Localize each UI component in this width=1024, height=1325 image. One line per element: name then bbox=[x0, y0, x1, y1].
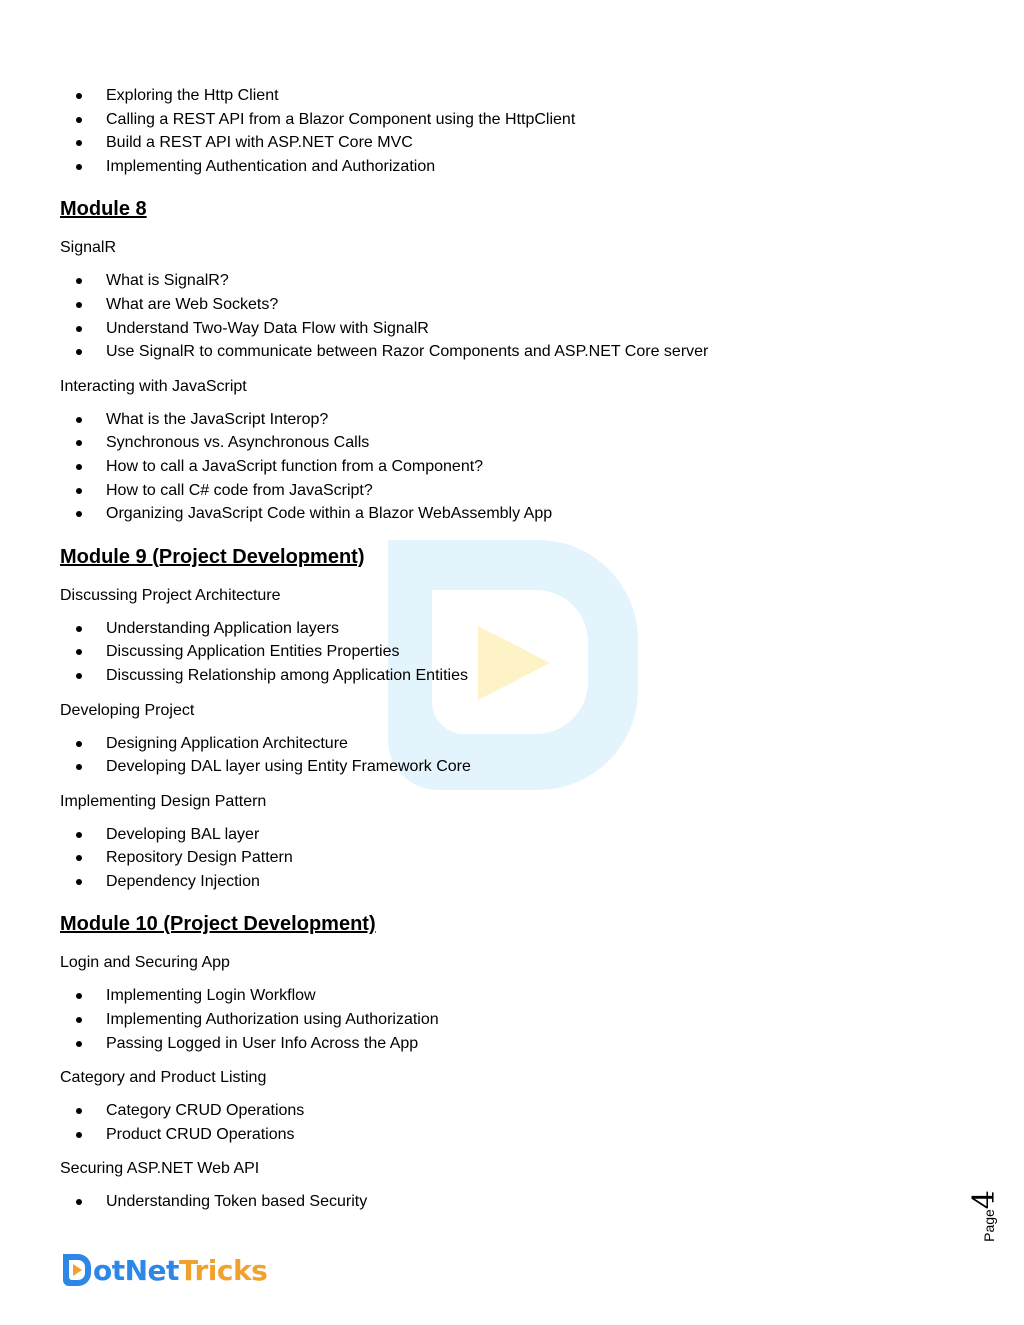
list-item: Synchronous vs. Asynchronous Calls bbox=[60, 431, 940, 455]
section-heading: Login and Securing App bbox=[60, 954, 230, 972]
page-number bbox=[967, 1191, 1024, 1241]
document-content bbox=[60, 84, 940, 1214]
topic-list bbox=[60, 84, 940, 178]
list-item: Calling a REST API from a Blazor Component using the HttpClient bbox=[60, 108, 940, 132]
list-item: What is SignalR? bbox=[60, 269, 940, 293]
page-number-value: 4 bbox=[967, 1190, 1002, 1210]
module-title: Module 8 bbox=[60, 198, 147, 221]
section-heading: Interacting with JavaScript bbox=[60, 377, 247, 395]
list-item: Implementing Login Workflow bbox=[60, 984, 940, 1008]
logo-text bbox=[93, 1254, 267, 1287]
list-item: Product CRUD Operations bbox=[60, 1123, 940, 1147]
list-item: Repository Design Pattern bbox=[60, 846, 940, 870]
section-heading: Developing Project bbox=[60, 701, 195, 719]
topic-list bbox=[60, 1190, 940, 1214]
topic-list bbox=[60, 984, 940, 1055]
dotnettricks-logo bbox=[61, 1252, 267, 1288]
list-item: Use SignalR to communicate between Razor Components and ASP.NET Core server bbox=[60, 340, 940, 364]
list-item: Understanding Application layers bbox=[60, 617, 940, 641]
list-item: Understanding Token based Security bbox=[60, 1190, 940, 1214]
list-item: Build a REST API with ASP.NET Core MVC bbox=[60, 131, 940, 155]
section-heading: SignalR bbox=[60, 239, 117, 257]
section-heading: Securing ASP.NET Web API bbox=[60, 1160, 260, 1178]
list-item: How to call C# code from JavaScript? bbox=[60, 479, 940, 503]
section-heading: Implementing Design Pattern bbox=[60, 792, 267, 810]
logo-d-play-icon bbox=[61, 1253, 91, 1287]
section-heading: Category and Product Listing bbox=[60, 1069, 267, 1087]
list-item: Dependency Injection bbox=[60, 870, 940, 894]
page-label: Page bbox=[981, 1209, 997, 1242]
list-item: How to call a JavaScript function from a Component? bbox=[60, 455, 940, 479]
list-item: Discussing Relationship among Application Entities bbox=[60, 664, 940, 688]
section-heading: Discussing Project Architecture bbox=[60, 586, 281, 604]
topic-list bbox=[60, 1099, 940, 1146]
list-item: What are Web Sockets? bbox=[60, 293, 940, 317]
list-item: Discussing Application Entities Properties bbox=[60, 640, 940, 664]
topic-list bbox=[60, 269, 940, 363]
list-item: Understand Two-Way Data Flow with SignalR bbox=[60, 317, 940, 341]
list-item: Implementing Authentication and Authorization bbox=[60, 155, 940, 179]
logo-text-tricks: Tricks bbox=[178, 1253, 268, 1287]
list-item: Category CRUD Operations bbox=[60, 1099, 940, 1123]
list-item: Exploring the Http Client bbox=[60, 84, 940, 108]
list-item: Developing BAL layer bbox=[60, 823, 940, 847]
topic-list bbox=[60, 617, 940, 688]
module-title: Module 10 (Project Development) bbox=[60, 913, 376, 936]
topic-list bbox=[60, 823, 940, 894]
module-title: Module 9 (Project Development) bbox=[60, 545, 365, 568]
logo-text-dotnet: otNet bbox=[93, 1253, 179, 1287]
list-item: Implementing Authorization using Authorization bbox=[60, 1008, 940, 1032]
list-item: Designing Application Architecture bbox=[60, 732, 940, 756]
list-item: Developing DAL layer using Entity Framework Core bbox=[60, 755, 940, 779]
topic-list bbox=[60, 732, 940, 779]
list-item: Passing Logged in User Info Across the App bbox=[60, 1032, 940, 1056]
list-item: What is the JavaScript Interop? bbox=[60, 408, 940, 432]
list-item: Organizing JavaScript Code within a Blazor WebAssembly App bbox=[60, 502, 940, 526]
topic-list bbox=[60, 408, 940, 526]
